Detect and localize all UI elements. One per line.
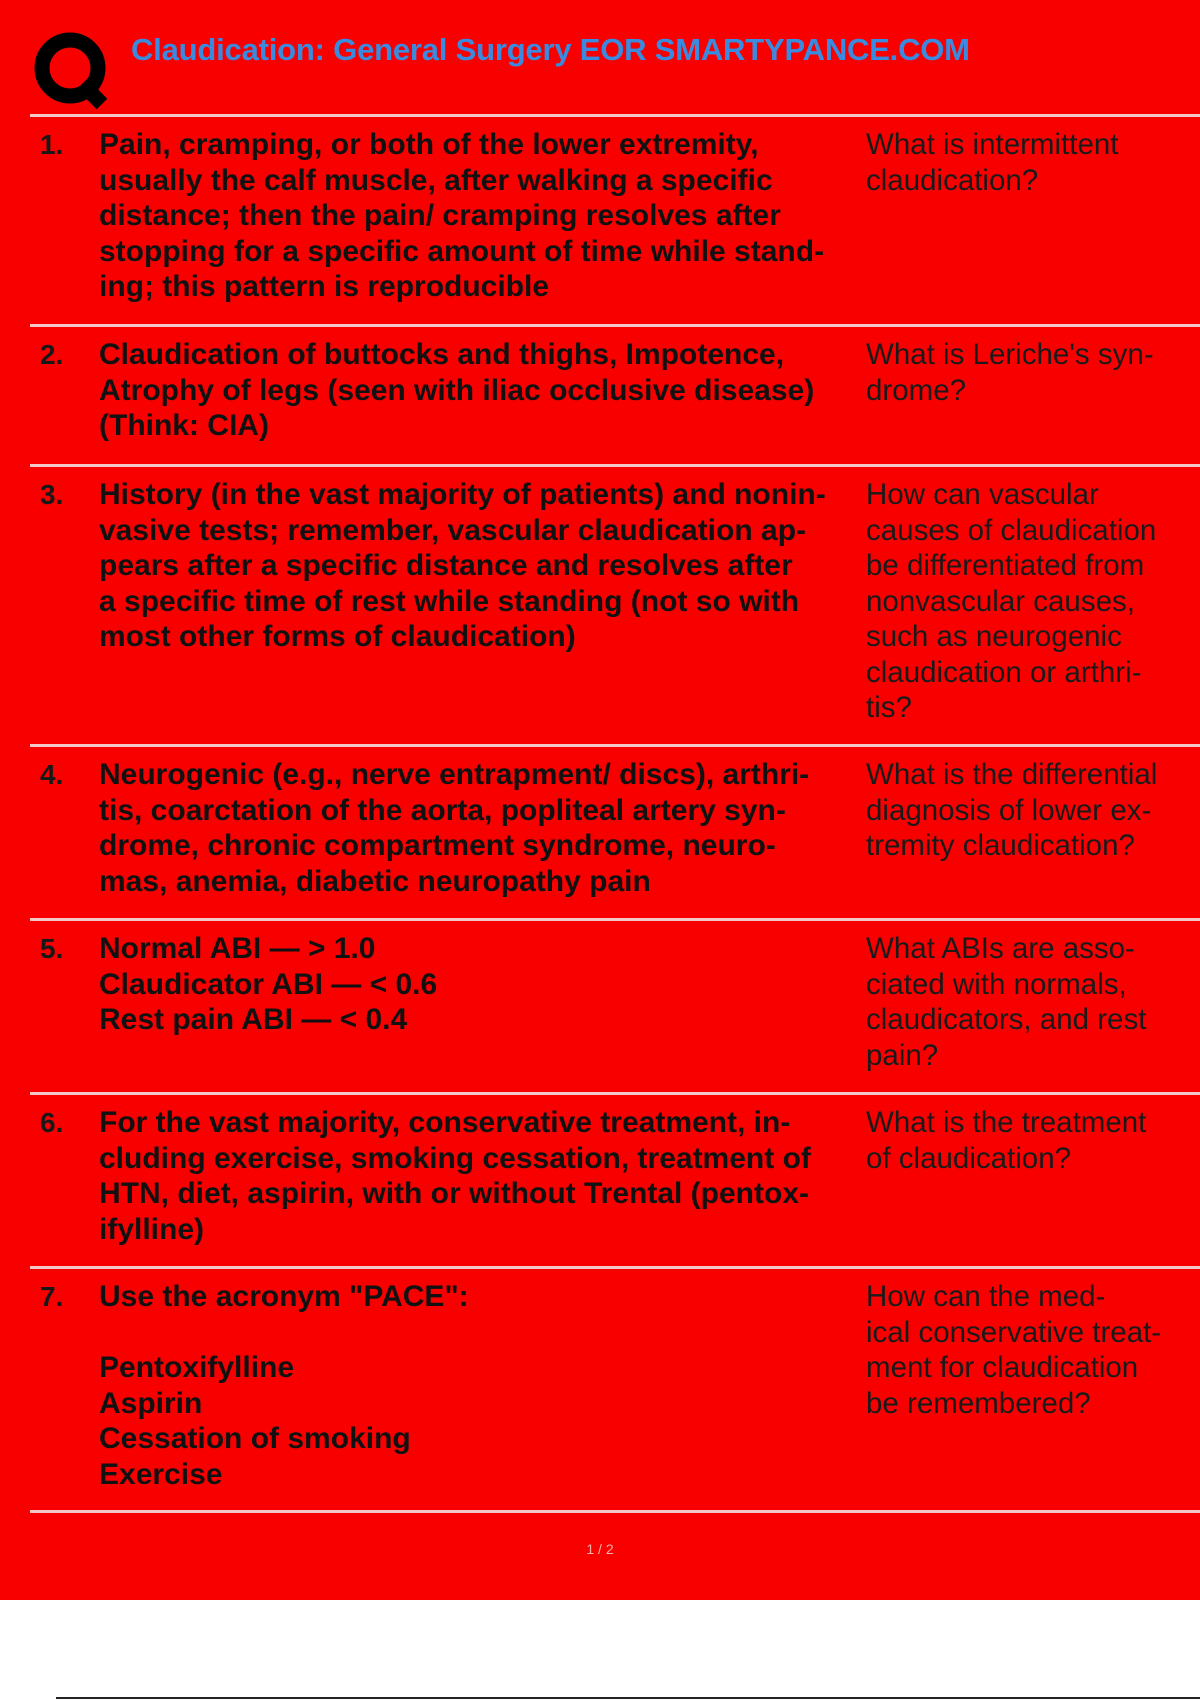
- card-question: What is the treatment of claudication?: [866, 1106, 1147, 1175]
- card-question: How can the med- ical conservative treat- ment for claudication be remembered?: [866, 1280, 1162, 1420]
- card-number: 2.: [40, 339, 64, 370]
- page-header: [0, 0, 1200, 115]
- card-question: What is intermittent claudication?: [866, 128, 1119, 197]
- card-answer: History (in the vast majority of patients) and nonin- vasive tests; remember, vascular claudication ap- pears after a specific distance and resolves after a specific time of rest while standing (not so with most other forms of claudication): [99, 478, 826, 653]
- card-number: 4.: [40, 759, 64, 790]
- card-answer: Normal ABI — > 1.0 Claudicator ABI — < 0.6 Rest pain ABI — < 0.4: [99, 932, 438, 1036]
- flashcard: [30, 921, 1200, 1095]
- flashcard: [30, 1269, 1200, 1513]
- card-question: How can vascular causes of claudication be differentiated from nonvascular causes, such as neurogenic claudication or arthri- tis?: [866, 478, 1157, 724]
- card-number: 1.: [40, 129, 64, 160]
- flashcard: [30, 327, 1200, 467]
- card-number: 3.: [40, 479, 64, 510]
- flashcard: [30, 117, 1200, 327]
- document-title: Claudication: General Surgery EOR SMARTYPANCE.COM: [131, 32, 970, 67]
- card-answer: Neurogenic (e.g., nerve entrapment/ discs), arthri- tis, coarctation of the aorta, popliteal artery syn- drome, chronic compartment syndrome, neuro- mas, anemia, diabetic neuropathy pain: [99, 758, 810, 898]
- flashcard: [30, 1095, 1200, 1269]
- card-question: What ABIs are asso- ciated with normals, claudicators, and rest pain?: [866, 932, 1147, 1072]
- quizlet-q-logo-icon: [32, 30, 112, 110]
- footer-divider: [56, 1697, 1200, 1699]
- flashcard: [30, 747, 1200, 921]
- page-indicator: 1 / 2: [586, 1541, 614, 1557]
- flashcard: [30, 467, 1200, 747]
- card-answer: Pain, cramping, or both of the lower extremity, usually the calf muscle, after walking a specific distance; then the pain/ cramping resolves after stopping for a specific amount of time while stand- ing; this pattern is reproducible: [99, 128, 825, 303]
- flashcard-list: [30, 117, 1200, 1513]
- card-number: 7.: [40, 1281, 64, 1312]
- card-number: 6.: [40, 1107, 64, 1138]
- card-answer: Claudication of buttocks and thighs, Impotence, Atrophy of legs (seen with iliac occlusive disease) (Think: CIA): [99, 338, 815, 442]
- card-question: What is the differential diagnosis of lower ex- tremity claudication?: [866, 758, 1158, 862]
- card-answer: Use the acronym "PACE": Pentoxifylline Aspirin Cessation of smoking Exercise: [99, 1280, 469, 1491]
- card-answer: For the vast majority, conservative treatment, in- cluding exercise, smoking cessation, treatment of HTN, diet, aspirin, with or without Trental (pentox- ifylline): [99, 1106, 811, 1246]
- card-question: What is Leriche's syn- drome?: [866, 338, 1154, 407]
- card-number: 5.: [40, 933, 64, 964]
